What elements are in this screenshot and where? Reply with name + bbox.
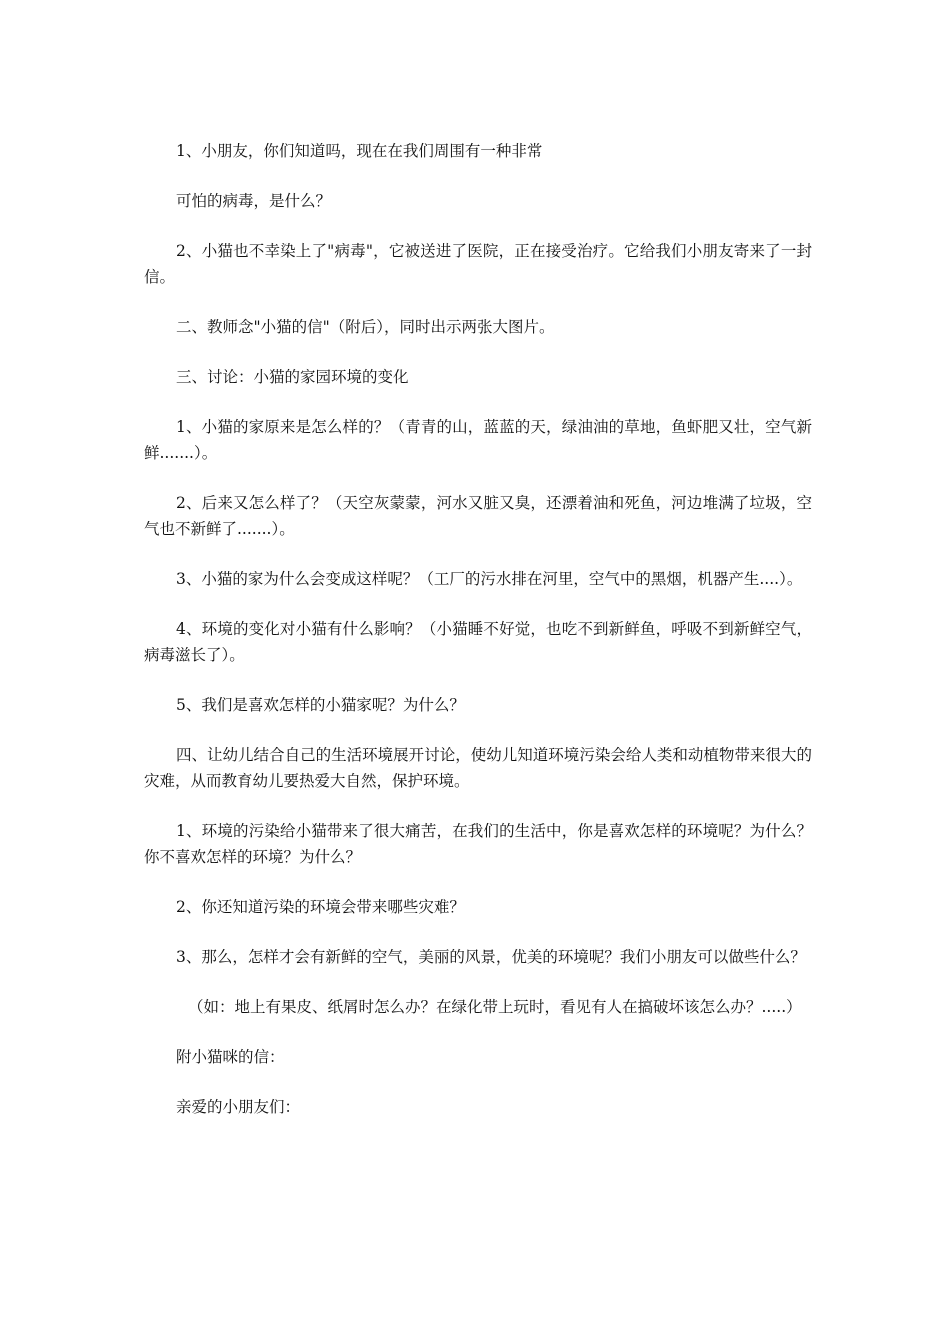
paragraph-discussion-2: 2、后来又怎么样了？（天空灰蒙蒙，河水又脏又臭，还漂着油和死鱼，河边堆满了垃圾，空气也不新鲜了.......）。 [144, 494, 812, 538]
paragraph-question-1-cont: 可怕的病毒，是什么？ [176, 192, 332, 210]
paragraph-section-3: 三、讨论：小猫的家园环境的变化 [176, 368, 409, 386]
paragraph-environment-2: 2、你还知道污染的环境会带来哪些灾难？ [176, 898, 465, 916]
paragraph-letter-heading: 附小猫咪的信： [176, 1048, 285, 1066]
paragraph-discussion-4: 4、环境的变化对小猫有什么影响？（小猫睡不好觉，也吃不到新鲜鱼，呼吸不到新鲜空气，病毒滋长了）。 [144, 620, 812, 664]
paragraph-environment-3: 3、那么，怎样才会有新鲜的空气，美丽的风景，优美的环境呢？我们小朋友可以做些什么？ [176, 948, 806, 966]
paragraph-letter-greeting: 亲爱的小朋友们： [176, 1098, 301, 1116]
paragraph-question-1: 1、小朋友，你们知道吗，现在在我们周围有一种非常 [176, 142, 543, 160]
document-body [144, 138, 812, 1144]
paragraph-section-2: 二、教师念"小猫的信"（附后），同时出示两张大图片。 [176, 318, 555, 336]
paragraph-discussion-3: 3、小猫的家为什么会变成这样呢？（工厂的污水排在河里，空气中的黑烟，机器产生....）。 [176, 570, 803, 588]
paragraph-discussion-1: 1、小猫的家原来是怎么样的？（青青的山，蓝蓝的天，绿油油的草地，鱼虾肥又壮，空气新鲜.......）。 [144, 418, 812, 462]
paragraph-environment-1: 1、环境的污染给小猫带来了很大痛苦，在我们的生活中，你是喜欢怎样的环境呢？为什么？你不喜欢怎样的环境？为什么？ [144, 822, 812, 866]
paragraph-discussion-5: 5、我们是喜欢怎样的小猫家呢？为什么？ [176, 696, 465, 714]
paragraph-example: （如：地上有果皮、纸屑时怎么办？在绿化带上玩时，看见有人在搞破坏该怎么办？.....） [188, 998, 802, 1016]
paragraph-question-2: 2、小猫也不幸染上了"病毒"，它被送进了医院，正在接受治疗。它给我们小朋友寄来了一封信。 [144, 242, 812, 286]
paragraph-section-4: 四、让幼儿结合自己的生活环境展开讨论，使幼儿知道环境污染会给人类和动植物带来很大的灾难，从而教育幼儿要热爱大自然，保护环境。 [144, 746, 812, 790]
